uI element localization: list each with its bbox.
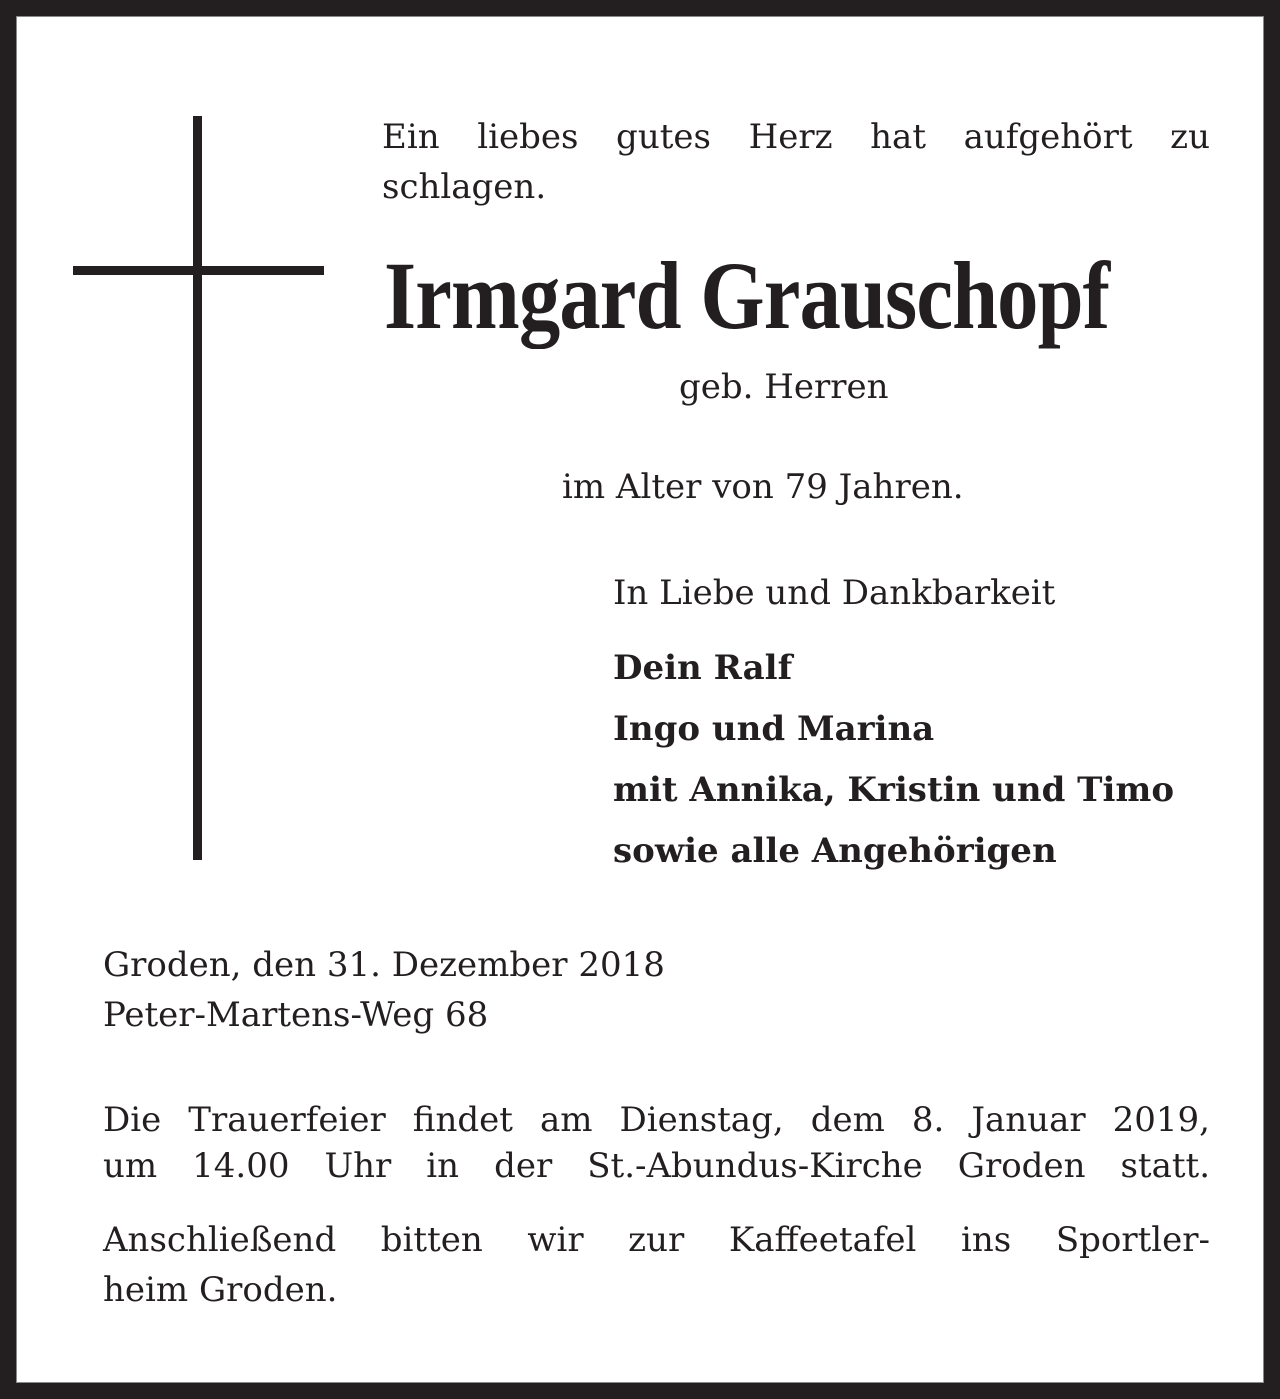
deceased-name: Irmgard Grauschopf [384, 242, 1110, 349]
address-line: Peter-Martens-Weg 68 [103, 995, 489, 1035]
birth-name: geb. Herren [679, 367, 889, 407]
intro-verse [382, 112, 1210, 212]
reception-info [103, 1215, 1210, 1315]
funeral-line-1: Die Trauerfeier findet am Dienstag, dem 8. Januar 2019, [103, 1100, 1210, 1140]
place-and-date [103, 940, 665, 1040]
reception-line-2: heim Groden. [103, 1270, 338, 1310]
signer: sowie alle Angehörigen [613, 831, 1057, 871]
intro-line-2: schlagen. [382, 167, 547, 207]
place-date-line: Groden, den 31. Dezember 2018 [103, 945, 665, 985]
funeral-line-2: um 14.00 Uhr in der St.-Abundus-Kirche Groden statt. [103, 1146, 1210, 1186]
cross-vertical-bar [193, 116, 202, 860]
signer: Ingo und Marina [613, 709, 935, 749]
intro-line-1: Ein liebes gutes Herz hat aufgehört zu [382, 117, 1210, 157]
funeral-info [103, 1097, 1210, 1189]
reception-line-1: Anschließend bitten wir zur Kaffeetafel ins Sportler- [103, 1220, 1210, 1260]
closing-phrase: In Liebe und Dankbarkeit [613, 573, 1056, 613]
age-text: im Alter von 79 Jahren. [562, 467, 964, 507]
obituary-notice [16, 16, 1264, 1383]
signers-list [613, 638, 1174, 882]
signer: Dein Ralf [613, 648, 793, 688]
signer: mit Annika, Kristin und Timo [613, 770, 1175, 810]
cross-horizontal-bar [73, 266, 324, 275]
